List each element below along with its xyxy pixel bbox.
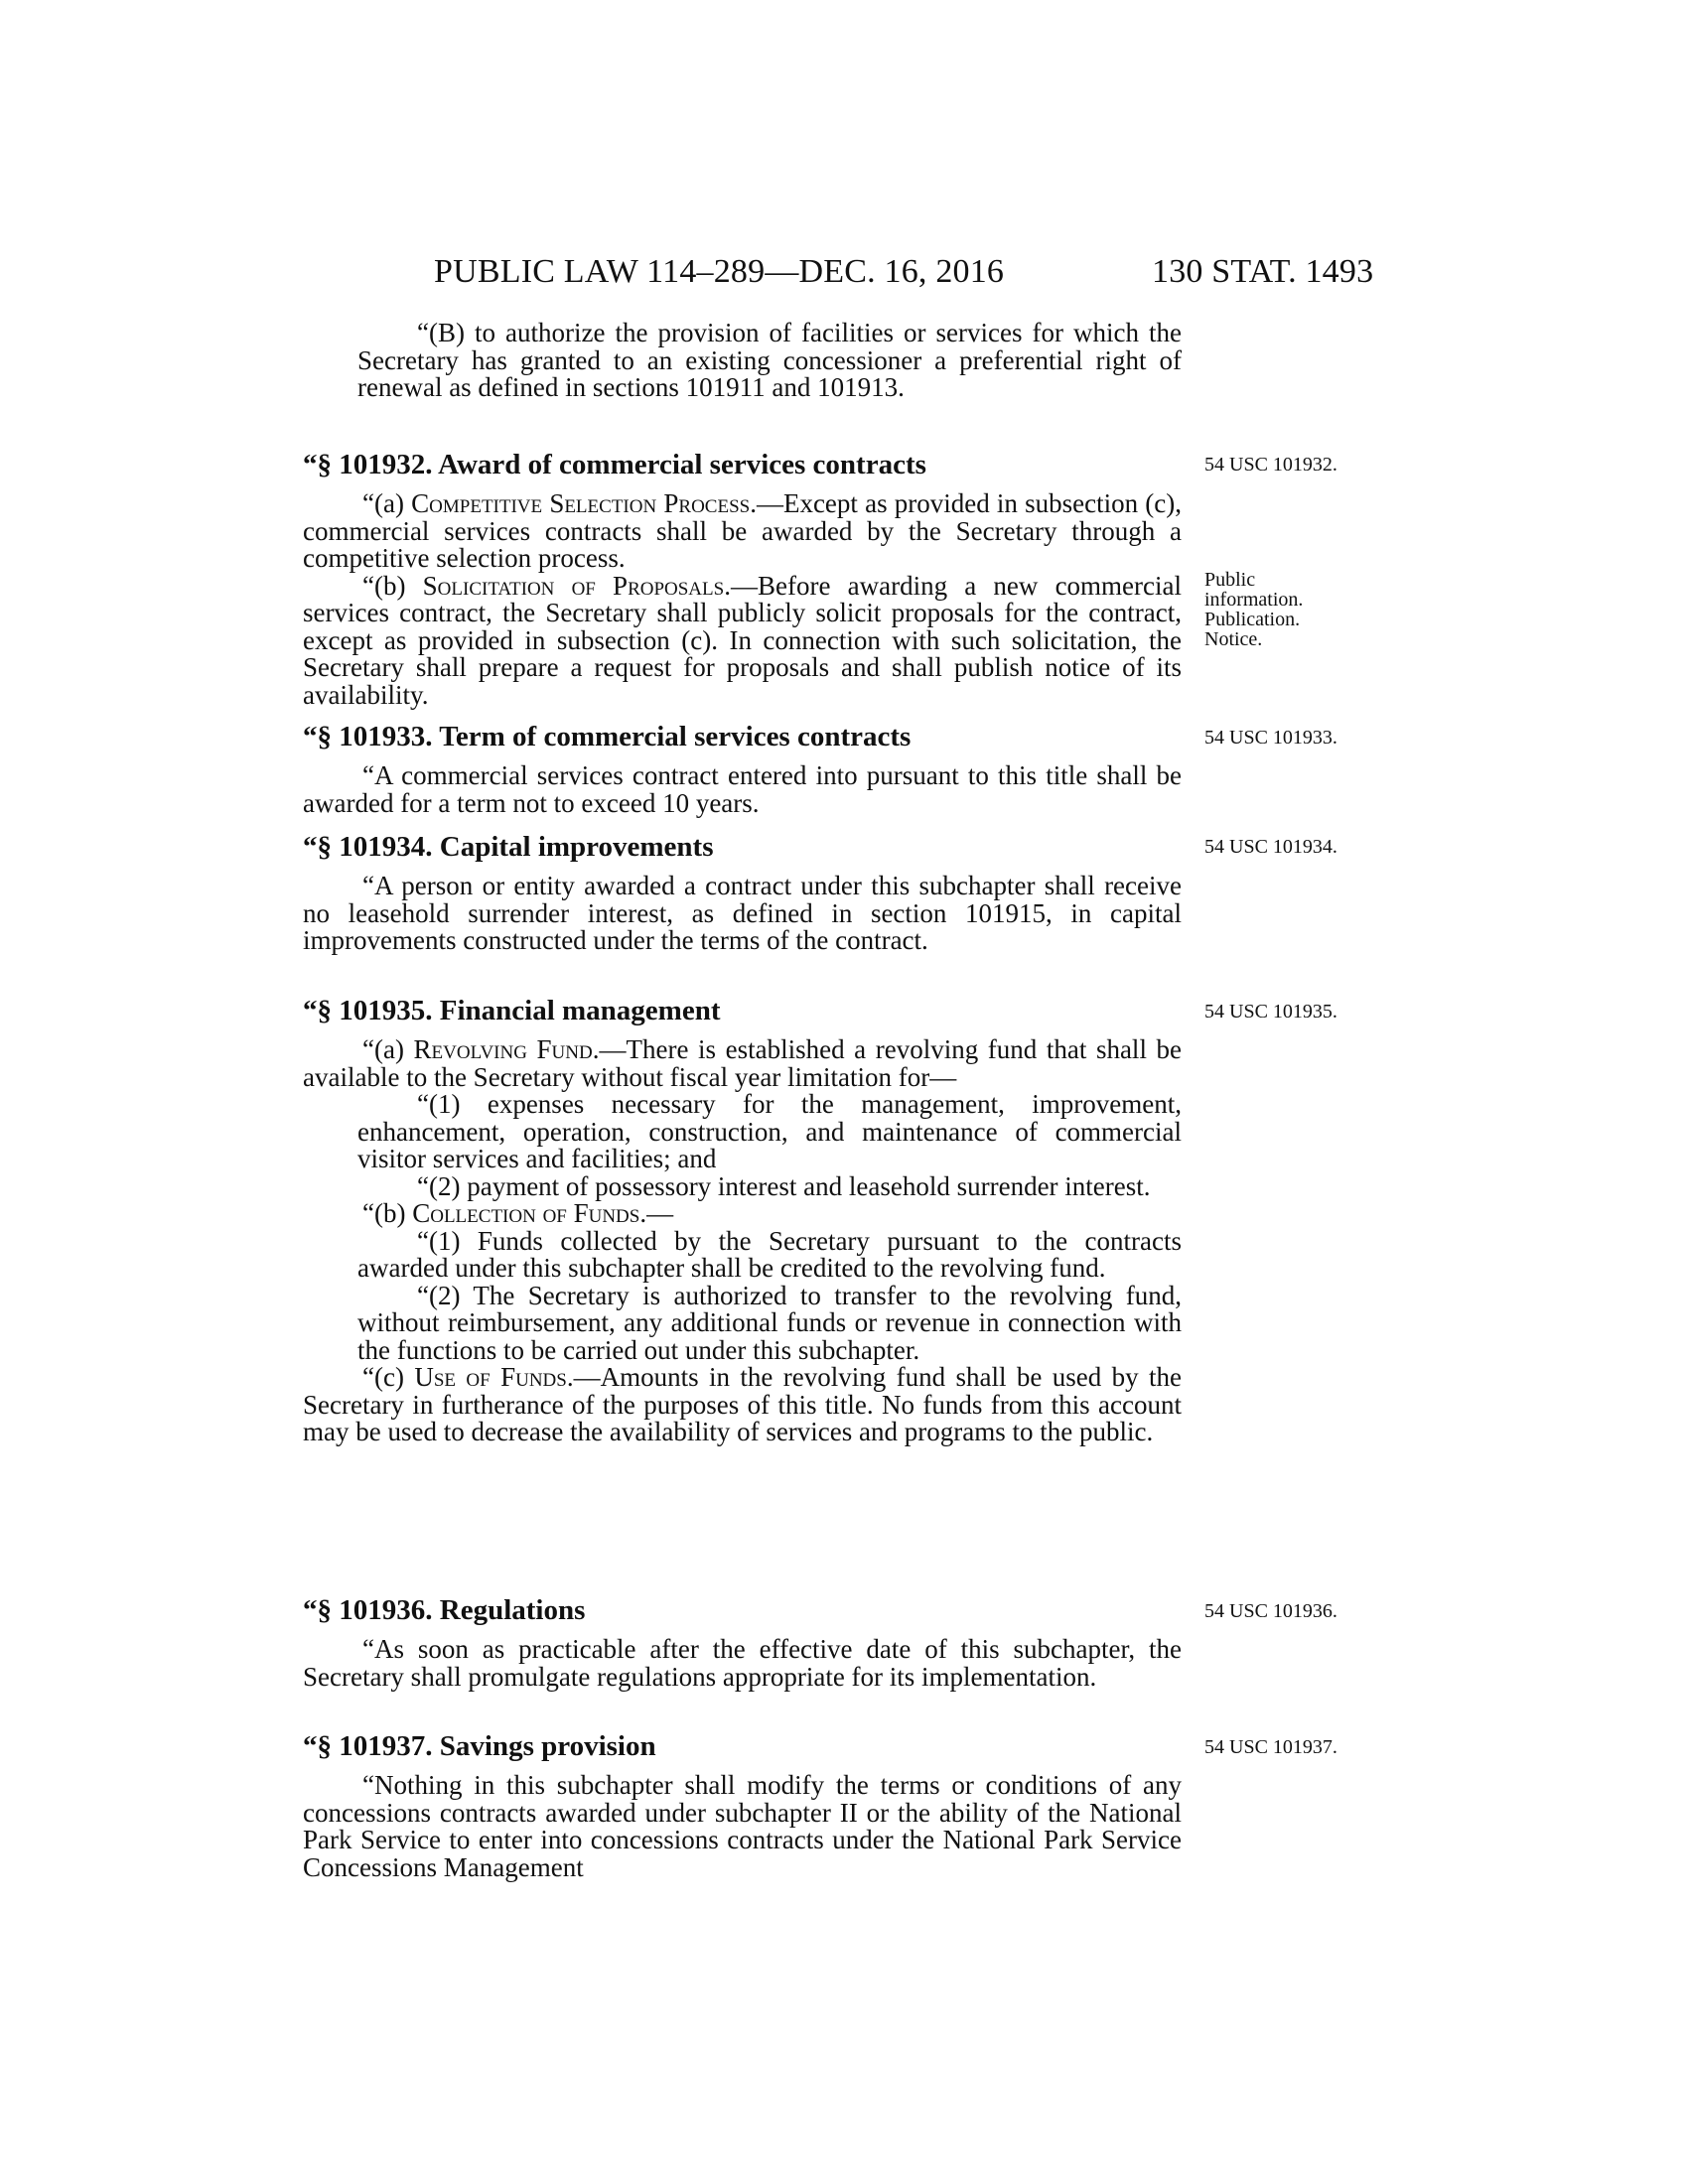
paragraph-text: .—Except as provided in subsection (c), commercial services contracts shall be awarded by the Secretary through a competitive selection process. bbox=[303, 488, 1182, 573]
paragraph-1934: “A person or entity awarded a contract under this subchapter shall receive no leasehold surrender interest, as defined in section 101915, in capital improvements constructed under the terms of the contract. bbox=[303, 871, 1182, 955]
margin-note-line: Publication. bbox=[1204, 609, 1301, 630]
paragraph-text: .—Amounts in the revolving fund shall be used by the Secretary in furtherance of the purposes of this title. No funds from this account may be used to decrease the availability of services and programs to the public. bbox=[303, 1362, 1182, 1446]
paragraph-1933: “A commercial services contract entered into pursuant to this title shall be awarded for a term not to exceed 10 years. bbox=[303, 760, 1182, 818]
main-text-block-1 bbox=[303, 320, 1182, 402]
caption-collection-of-funds: Collection of Funds bbox=[412, 1198, 640, 1228]
paragraph-prefix: “(b) bbox=[362, 1198, 413, 1228]
margin-note-101933: 54 USC 101933. bbox=[1204, 727, 1337, 749]
margin-note-line: Public bbox=[1204, 569, 1256, 591]
paragraph-1935-c bbox=[303, 1364, 1182, 1446]
margin-note-line: Notice. bbox=[1204, 628, 1263, 650]
section-101933 bbox=[303, 709, 1182, 817]
paragraph-text: .—Before awarding a new commercial services contract, the Secretary shall publicly solicit proposals for the contract, except as provided in subsection (c). In connection with such solicitation, the Secretary shall prepare a request for proposals and shall publish notice of its availability. bbox=[303, 570, 1182, 710]
running-header-right: 130 STAT. 1493 bbox=[1152, 253, 1374, 290]
caption-use-of-funds: Use of Funds bbox=[414, 1362, 567, 1392]
margin-note-line: information. bbox=[1204, 589, 1304, 611]
paragraph-1936: “As soon as practicable after the effective date of this subchapter, the Secretary shall promulgate regulations appropriate for its implementation. bbox=[303, 1634, 1182, 1692]
margin-note-101936: 54 USC 101936. bbox=[1204, 1600, 1337, 1622]
margin-note-101932: 54 USC 101932. bbox=[1204, 454, 1337, 476]
caption-solicitation: Solicitation of Proposals bbox=[422, 570, 725, 601]
section-heading-101937: “§ 101937. Savings provision bbox=[303, 1730, 656, 1762]
paragraph-text: .—There is established a revolving fund that shall be available to the Secretary without fiscal year limitation for— bbox=[303, 1034, 1183, 1092]
paragraph-1935-b1: “(1) Funds collected by the Secretary pursuant to the contracts awarded under this subchapter shall be credited to the revolving fund. bbox=[357, 1225, 1182, 1283]
caption-revolving-fund: Revolving Fund bbox=[413, 1034, 593, 1064]
section-heading-101933: “§ 101933. Term of commercial services contracts bbox=[303, 721, 912, 752]
section-heading-101934: “§ 101934. Capital improvements bbox=[303, 831, 714, 863]
paragraph-1935-b2: “(2) The Secretary is authorized to transfer to the revolving fund, without reimbursement, any additional funds or revenue in connection with the functions to be carried out under this subchapter. bbox=[357, 1280, 1182, 1365]
margin-note-101934: 54 USC 101934. bbox=[1204, 836, 1337, 858]
paragraph-1935-a2: “(2) payment of possessory interest and leasehold surrender interest. bbox=[417, 1170, 1151, 1201]
paragraph-prefix: “(a) bbox=[362, 1034, 414, 1064]
paragraph-1932-b bbox=[303, 570, 1182, 710]
margin-note-101937: 54 USC 101937. bbox=[1204, 1736, 1337, 1758]
margin-note-101935: 54 USC 101935. bbox=[1204, 1001, 1337, 1023]
caption-competitive-selection: Competitive Selection Process bbox=[411, 488, 751, 518]
section-101935 bbox=[303, 983, 1182, 1446]
paragraph-b: “(B) to authorize the provision of facilities or services for which the Secretary has granted to an existing concessioner a preferential right of renewal as defined in sections 101911 and 101913. bbox=[357, 318, 1182, 402]
running-header-left: PUBLIC LAW 114–289—DEC. 16, 2016 bbox=[434, 253, 1005, 290]
section-101934 bbox=[303, 819, 1182, 955]
paragraph-1935-a bbox=[303, 1036, 1182, 1091]
section-heading-101935: “§ 101935. Financial management bbox=[303, 995, 721, 1026]
section-101936 bbox=[303, 1582, 1182, 1691]
section-heading-101936: “§ 101936. Regulations bbox=[303, 1594, 586, 1626]
paragraph-text: .— bbox=[639, 1198, 674, 1228]
paragraph-1935-a1: “(1) expenses necessary for the management, improvement, enhancement, operation, construction, and maintenance of commercial visitor services and facilities; and bbox=[357, 1089, 1182, 1173]
paragraph-prefix: “(a) bbox=[362, 488, 412, 518]
paragraph-prefix: “(b) bbox=[362, 570, 423, 601]
section-101937 bbox=[303, 1718, 1182, 1881]
section-101932 bbox=[303, 437, 1182, 709]
section-heading-101932: “§ 101932. Award of commercial services contracts bbox=[303, 449, 926, 480]
paragraph-1932-a bbox=[303, 490, 1182, 573]
paragraph-1937: “Nothing in this subchapter shall modify the terms or conditions of any concessions contracts awarded under subchapter II or the ability of the National Park Service to enter into concessions contracts under the National Park Service Concessions Management bbox=[303, 1770, 1182, 1882]
margin-note-public-information bbox=[1204, 570, 1303, 649]
paragraph-prefix: “(c) bbox=[362, 1362, 415, 1392]
paragraph-1935-b bbox=[303, 1200, 1182, 1228]
